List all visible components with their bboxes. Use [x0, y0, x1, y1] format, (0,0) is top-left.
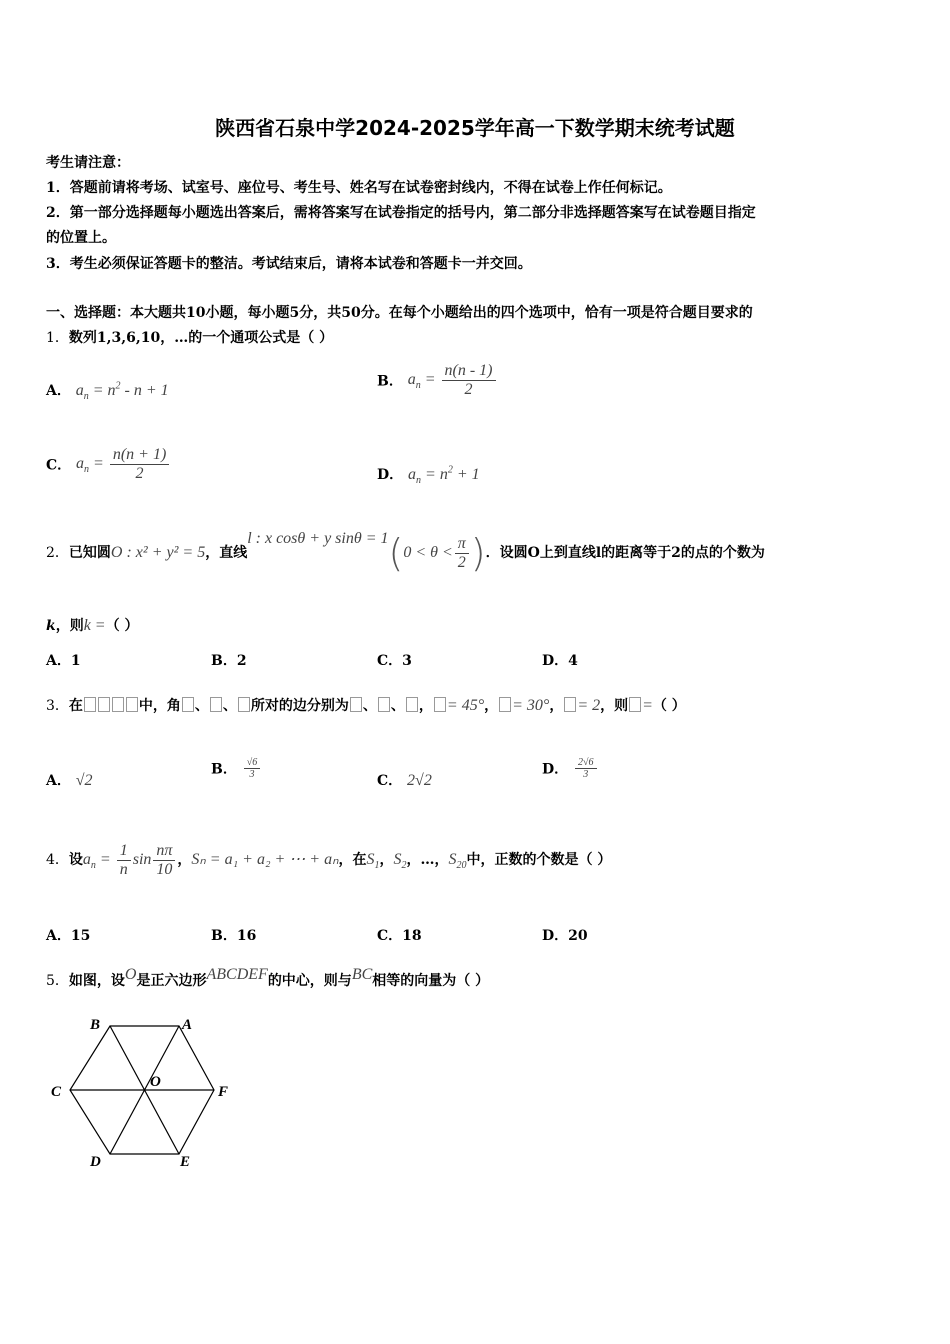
question-number: 1． [46, 330, 69, 346]
notice-heading: 考生请注意： [46, 155, 130, 171]
section-heading: 一、选择题：本大题共10小题，每小题5分，共50分。在每个小题给出的四个选项中，恰有一项是符合题目要求的 [46, 305, 753, 321]
q3-option-b[interactable]: B． $\frac{√6}{3}$ [211, 757, 262, 780]
label-d: D [90, 1154, 101, 1170]
formula: √2 [75, 772, 93, 789]
label-o: O [150, 1074, 161, 1090]
q1-option-c[interactable]: C． $a_n$ = $\frac{n(n + 1)}{2}$ [46, 446, 171, 483]
q2-option-a[interactable]: A．1 [46, 653, 81, 669]
q1-option-a[interactable]: A． $a_n = n^2 - n + 1$ [46, 380, 169, 403]
formula: $\frac{√6}{3}$ [244, 757, 261, 780]
q2-option-c[interactable]: C．3 [377, 653, 412, 669]
q3-option-a[interactable]: A． √2 [46, 772, 93, 789]
label-f: F [218, 1084, 229, 1100]
question-number: 3． [46, 698, 69, 714]
question-text: 数列1,3,6,10，…的一个通项公式是（ ） [68, 330, 334, 346]
formula: $a_n$ = $\frac{n(n + 1)}{2}$ [76, 455, 171, 472]
label-b: B [90, 1017, 101, 1033]
question-4: 4．设$a_n$ = $\frac{1}{n}$ sin $\frac{n\pi}{10}$ ，Sₙ = a₁ + a₂ + ⋯ + aₙ，在$S_1$，$S_2$，…，$S_{20}$中，正数的个数是（ ） [46, 842, 612, 878]
notice-item-2: 2．第一部分选择题每小题选出答案后，需将答案写在试卷指定的括号内，第二部分非选择题答案写在试卷题目指定 [46, 205, 756, 221]
q1-option-b[interactable]: B． $a_n$ = $\frac{n(n - 1)}{2}$ [377, 362, 498, 399]
line-equation: l : x cosθ + y sinθ = 1 [247, 530, 389, 547]
q3-option-d[interactable]: D． $\frac{2√6}{3}$ [542, 757, 599, 780]
page-title: 陕西省石泉中学2024-2025学年高一下数学期末统考试题 [215, 116, 735, 140]
circle-equation: O : x² + y² = 5 [110, 544, 206, 561]
q2-option-b[interactable]: B．2 [211, 653, 247, 669]
sum-formula: Sₙ = a₁ + a₂ + ⋯ + aₙ [191, 851, 339, 869]
notice-item-1: 1．答题前请将考场、试室号、座位号、考生号、姓名写在试卷密封线内，不得在试卷上作任何标记。 [46, 180, 672, 196]
formula: $a_n$ = $\frac{n(n - 1)}{2}$ [408, 371, 498, 388]
question-3: 3．在 中，角 、 、 所对的边分别为 、 、 ， = 45°， = 30°， = 2，则 =（ ） [46, 697, 686, 714]
label-e: E [180, 1154, 191, 1170]
q4-option-b[interactable]: B．16 [211, 928, 257, 944]
hexagon-figure [46, 1012, 246, 1172]
label-c: C [51, 1084, 62, 1100]
question-5: 5．如图，设O是正六边形ABCDEF的中心，则与BC相等的向量为（ ） [46, 966, 490, 989]
q4-option-c[interactable]: C．18 [377, 928, 422, 944]
formula: $\frac{2√6}{3}$ [575, 757, 597, 780]
formula: $a_n = n^2 + 1$ [408, 464, 480, 487]
sequence-formula: $a_n$ = $\frac{1}{n}$ sin $\frac{n\pi}{10}$ [83, 851, 177, 868]
question-2-cont: k，则k =（ ） [46, 617, 139, 634]
q4-option-d[interactable]: D．20 [542, 928, 588, 944]
question-number: 2． [46, 545, 69, 561]
formula: $a_n = n^2 - n + 1$ [75, 380, 169, 403]
notice-item-2-cont: 的位置上。 [46, 230, 116, 246]
label-a: A [182, 1017, 193, 1033]
notice-item-3: 3．考生必须保证答题卡的整洁。考试结束后，请将本试卷和答题卡一并交回。 [46, 256, 532, 272]
question-number: 5． [46, 973, 69, 989]
formula: 2√2 [407, 772, 432, 789]
question-number: 4． [46, 852, 69, 869]
question-2: 2．已知圆O : x² + y² = 5，直线l : x cosθ + y sinθ = 1(0 < θ < $\frac{\pi}{2}$ )．设圆O上到直线l的距离等于2的点的个数为 [46, 530, 765, 575]
question-1 [46, 327, 333, 347]
q3-option-c[interactable]: C． 2√2 [377, 772, 432, 789]
q1-option-d[interactable]: D． $a_n = n^2 + 1$ [377, 464, 480, 487]
q2-option-d[interactable]: D．4 [542, 653, 578, 669]
q4-option-a[interactable]: A．15 [46, 928, 91, 944]
